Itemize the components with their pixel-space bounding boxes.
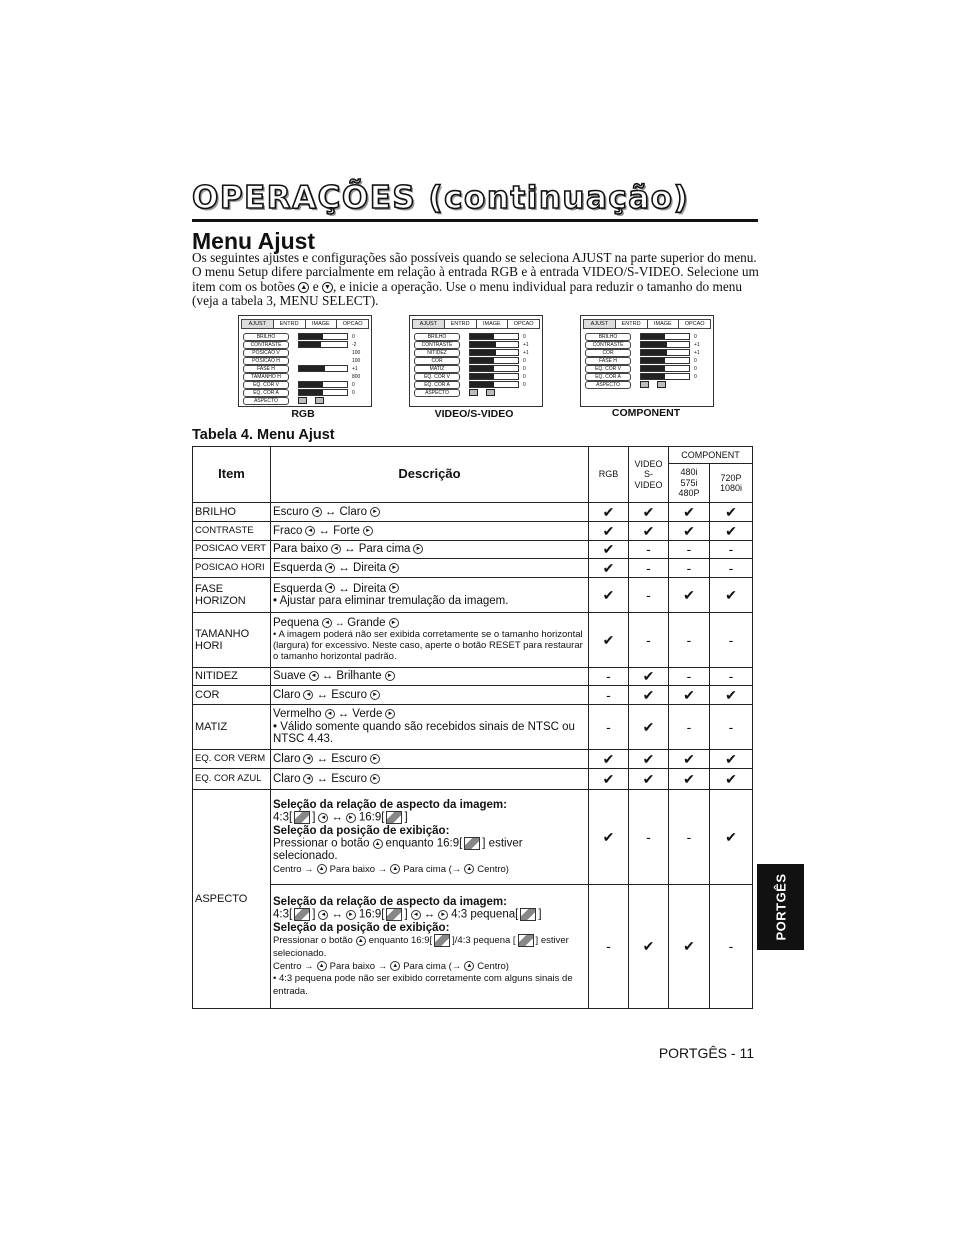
- left-button-icon: ◄: [309, 671, 319, 681]
- osd-row-label: CONTRASTE: [243, 341, 289, 349]
- left-button-icon: ◄: [325, 563, 335, 573]
- osd-row-label: TAMANHO H: [243, 373, 289, 381]
- check-mark: ✔: [629, 750, 669, 769]
- osd-row-value: -2: [352, 341, 357, 348]
- osd-tab: OPCAO: [342, 321, 363, 327]
- check-mark: ✔: [589, 769, 629, 790]
- item-brilho: BRILHO: [193, 503, 271, 522]
- desc-aspecto-video: Seleção da relação de aspecto da imagem: 4:3[ ] ◄ ↔ ► 16:9[ ] ◄ ↔ ► 4:3 pequena[ ] Seleção da posição de exibição: Pressionar o botão ▲ enquanto 16:9[ ]/4:3 pequena [ ] estiver selecionado. Centro → ▲ Para baixo → ▲ Para cima (→ ▲ Centro) • 4:3 pequena pode não ser exibido corretamente com alguns sinais de entrada.: [271, 885, 589, 1009]
- desc-matiz: Vermelho ◄ ↔ Verde ► • Válido somente quando são recebidos sinais de NTSC ou NTSC 4.43.: [271, 705, 589, 750]
- osd-menu-row: [243, 333, 355, 340]
- dash-mark: -: [629, 613, 669, 668]
- osd-row-label: BRILHO: [414, 333, 460, 341]
- desc-fase-horizon: Esquerda ◄ ↔ Direita ► • Ajustar para eliminar tremulação da imagem.: [271, 578, 589, 613]
- desc-eq-cor-verm: Claro ◄ ↔ Escuro ►: [271, 750, 589, 769]
- desc-contraste: Fraco ◄ ↔ Forte ►: [271, 522, 589, 541]
- page-title: OPERAÇÕES (continuação): [192, 180, 690, 216]
- aspect-169-icon: [386, 908, 402, 921]
- osd-level-fill: [470, 374, 494, 379]
- osd-level-fill: [641, 366, 665, 371]
- right-button-icon: ►: [370, 754, 380, 764]
- osd-tab: AJUST: [584, 320, 616, 328]
- check-mark: ✔: [629, 885, 669, 1009]
- check-mark: ✔: [669, 578, 710, 613]
- header-video: VIDEO S-VIDEO: [629, 447, 669, 503]
- right-button-icon: ►: [438, 910, 448, 920]
- osd-menu-row: [414, 381, 526, 388]
- header-component: COMPONENT: [669, 447, 753, 464]
- osd-row-value: 0: [523, 333, 526, 340]
- item-eq-cor-azul: EQ. COR AZUL: [193, 769, 271, 790]
- check-mark: ✔: [589, 750, 629, 769]
- osd-level-bar: [469, 341, 519, 348]
- osd-menu-row: [243, 365, 358, 372]
- osd-row-label: EQ. COR V: [243, 381, 289, 389]
- osd-row-label: EQ. COR A: [243, 389, 289, 397]
- desc-aspecto-component: Seleção da relação de aspecto da imagem: 4:3[ ] ◄ ↔ ► 16:9[ ] Seleção da posição de exibição: Pressionar o botão ▲ enquanto 16:9[ ] estiver selecionado. Centro → ▲ Para baixo → ▲ Para cima (→ ▲ Centro): [271, 790, 589, 885]
- osd-menu-row: [585, 333, 697, 340]
- osd-menu-2: [409, 315, 543, 407]
- osd-row-value: 0: [694, 365, 697, 372]
- osd-menu-1: [238, 315, 372, 407]
- up-button-icon: ▲: [464, 864, 474, 874]
- up-button-icon: ▲: [298, 282, 309, 293]
- osd-level-fill: [299, 366, 325, 371]
- right-button-icon: ►: [389, 563, 399, 573]
- osd-row-value: +1: [694, 349, 700, 356]
- dash-mark: -: [710, 613, 753, 668]
- dash-mark: -: [669, 613, 710, 668]
- dash-mark: -: [589, 885, 629, 1009]
- osd-row-label: EQ. COR A: [585, 373, 631, 381]
- check-mark: ✔: [629, 668, 669, 686]
- down-button-icon: ▼: [322, 282, 333, 293]
- aspect-169-icon: [434, 934, 450, 947]
- osd-level-bar: [469, 349, 519, 356]
- left-button-icon: ◄: [303, 754, 313, 764]
- osd-menu-row: [414, 333, 526, 340]
- osd-row-label: NITIDEZ: [414, 349, 460, 357]
- osd-row-label: CONTRASTE: [585, 341, 631, 349]
- up-button-icon: ▲: [317, 864, 327, 874]
- right-button-icon: ►: [389, 618, 399, 628]
- item-aspecto: ASPECTO: [193, 790, 271, 1009]
- osd-menu-tabs: [583, 319, 711, 329]
- osd-menu-row: [585, 373, 697, 380]
- left-button-icon: ◄: [331, 544, 341, 554]
- item-contraste: CONTRASTE: [193, 522, 271, 541]
- check-mark: ✔: [710, 503, 753, 522]
- aspect-ratio-icon: [640, 381, 649, 388]
- dash-mark: -: [710, 705, 753, 750]
- osd-level-fill: [641, 358, 665, 363]
- osd-level-fill: [470, 334, 494, 339]
- item-posicao-vert: POSICAO VERT: [193, 541, 271, 559]
- osd-level-bar: [298, 365, 348, 372]
- osd-menu-row: [414, 357, 526, 364]
- osd-row-value: 0: [523, 381, 526, 388]
- table-row: [193, 885, 753, 1009]
- osd-row-value: 0: [694, 373, 697, 380]
- menu-ajust-table: [192, 446, 753, 1009]
- aspect-ratio-icon: [657, 381, 666, 388]
- check-mark: ✔: [669, 522, 710, 541]
- osd-level-bar: [469, 333, 519, 340]
- osd-tab: OPCAO: [684, 321, 705, 327]
- dash-mark: -: [669, 668, 710, 686]
- item-eq-cor-verm: EQ. COR VERM: [193, 750, 271, 769]
- right-button-icon: ►: [370, 690, 380, 700]
- item-nitidez: NITIDEZ: [193, 668, 271, 686]
- osd-menu-row: [243, 341, 356, 348]
- osd-level-bar: [298, 357, 348, 364]
- osd-level-fill: [299, 342, 321, 347]
- dash-mark: -: [710, 668, 753, 686]
- osd-row-value: 0: [694, 333, 697, 340]
- aspect-icons: [298, 397, 324, 404]
- right-button-icon: ►: [346, 910, 356, 920]
- osd-tab: ENTRD: [445, 320, 477, 328]
- table-row: [193, 503, 753, 522]
- aspect-43-small-icon: [518, 934, 534, 947]
- osd-menu-row: [243, 381, 355, 388]
- osd-level-bar: [298, 349, 348, 356]
- osd-level-bar: [298, 333, 348, 340]
- osd-menu-row: [585, 365, 697, 372]
- osd-row-label: POSICAO H: [243, 357, 289, 365]
- check-mark: ✔: [589, 503, 629, 522]
- desc-cor: Claro ◄ ↔ Escuro ►: [271, 686, 589, 705]
- osd-menu-row: [243, 373, 360, 380]
- desc-nitidez: Suave ◄ ↔ Brilhante ►: [271, 668, 589, 686]
- check-mark: ✔: [710, 686, 753, 705]
- check-mark: ✔: [669, 885, 710, 1009]
- aspect-ratio-icon: [486, 389, 495, 396]
- right-button-icon: ►: [389, 583, 399, 593]
- table-row: [193, 541, 753, 559]
- osd-row-value: 100: [352, 357, 361, 364]
- aspect-ratio-icon: [315, 397, 324, 404]
- osd-row-value: 0: [523, 365, 526, 372]
- dash-mark: -: [589, 705, 629, 750]
- osd-row-label: ASPECTO: [243, 397, 289, 405]
- dash-mark: -: [710, 559, 753, 578]
- header-rgb: RGB: [589, 447, 629, 503]
- osd-level-fill: [641, 350, 667, 355]
- osd-row-value: +1: [523, 349, 529, 356]
- item-matiz: MATIZ: [193, 705, 271, 750]
- check-mark: ✔: [710, 750, 753, 769]
- osd-row-label: COR: [585, 349, 631, 357]
- osd-menu-row: [585, 381, 666, 388]
- osd-row-value: 0: [523, 373, 526, 380]
- dash-mark: -: [669, 541, 710, 559]
- desc-posicao-hori: Esquerda ◄ ↔ Direita ►: [271, 559, 589, 578]
- header-component-720: 720P 1080i: [710, 464, 753, 503]
- check-mark: ✔: [589, 578, 629, 613]
- osd-level-bar: [298, 381, 348, 388]
- check-mark: ✔: [669, 503, 710, 522]
- osd-row-label: EQ. COR V: [585, 365, 631, 373]
- right-button-icon: ►: [385, 709, 395, 719]
- osd-row-value: +1: [523, 341, 529, 348]
- osd-row-value: 100: [352, 349, 361, 356]
- osd-menu-caption: VIDEO/S-VIDEO: [434, 408, 514, 420]
- osd-level-fill: [641, 334, 665, 339]
- item-posicao-hori: POSICAO HORI: [193, 559, 271, 578]
- aspect-169-icon: [464, 837, 480, 850]
- osd-row-label: FASE H: [585, 357, 631, 365]
- osd-level-bar: [640, 373, 690, 380]
- osd-level-bar: [298, 373, 348, 380]
- osd-menu-tabs: [241, 319, 369, 329]
- check-mark: ✔: [589, 613, 629, 668]
- check-mark: ✔: [669, 750, 710, 769]
- osd-level-fill: [299, 334, 323, 339]
- check-mark: ✔: [629, 705, 669, 750]
- aspect-ratio-icon: [469, 389, 478, 396]
- osd-tab: IMAGE: [306, 320, 338, 328]
- desc-brilho: Escuro ◄ ↔ Claro ►: [271, 503, 589, 522]
- right-button-icon: ►: [346, 813, 356, 823]
- table-row: [193, 559, 753, 578]
- osd-row-value: 0: [352, 389, 355, 396]
- header-item: Item: [193, 447, 271, 503]
- osd-level-bar: [298, 341, 348, 348]
- dash-mark: -: [710, 885, 753, 1009]
- osd-level-fill: [641, 342, 667, 347]
- up-button-icon: ▲: [390, 864, 400, 874]
- up-button-icon: ▲: [390, 961, 400, 971]
- up-button-icon: ▲: [373, 839, 383, 849]
- aspect-ratio-icon: [298, 397, 307, 404]
- osd-row-label: BRILHO: [585, 333, 631, 341]
- osd-menu-caption: COMPONENT: [611, 407, 681, 419]
- osd-row-value: 800: [352, 373, 361, 380]
- left-button-icon: ◄: [312, 507, 322, 517]
- osd-level-bar: [469, 373, 519, 380]
- up-button-icon: ▲: [464, 961, 474, 971]
- item-tamanho-hori: TAMANHO HORI: [193, 613, 271, 668]
- aspect-icons: [640, 381, 666, 388]
- left-button-icon: ◄: [318, 910, 328, 920]
- check-mark: ✔: [629, 522, 669, 541]
- table-row: [193, 668, 753, 686]
- check-mark: ✔: [589, 522, 629, 541]
- aspect-icons: [469, 389, 495, 396]
- intro-text-2: , e inicie a operação. Use o menu individual para reduzir o tamanho do menu (veja a tabela 3, MENU SELECT).: [192, 278, 743, 309]
- osd-row-value: +1: [694, 341, 700, 348]
- osd-row-label: EQ. COR V: [414, 373, 460, 381]
- osd-row-label: COR: [414, 357, 460, 365]
- page-footer: PORTGÊS - 11: [658, 1045, 754, 1061]
- left-button-icon: ◄: [318, 813, 328, 823]
- aspect-43-icon: [294, 811, 310, 824]
- osd-level-fill: [299, 390, 323, 395]
- osd-tab: ENTRD: [616, 320, 648, 328]
- right-button-icon: ►: [370, 774, 380, 784]
- table-row: [193, 750, 753, 769]
- osd-level-fill: [470, 342, 496, 347]
- header-description: Descrição: [271, 447, 589, 503]
- dash-mark: -: [669, 705, 710, 750]
- osd-level-bar: [640, 333, 690, 340]
- desc-tamanho-hori: Pequena ◄ ↔ Grande ► • A imagem poderá não ser exibida corretamente se o tamanho horizontal (largura) for excessivo. Neste caso, aperte o botão RESET para restaurar o tamanho horizontal padrão.: [271, 613, 589, 668]
- side-tab-label: PORTGÊS: [773, 873, 788, 941]
- check-mark: ✔: [710, 578, 753, 613]
- dash-mark: -: [669, 790, 710, 885]
- item-fase-horizon: FASE HORIZON: [193, 578, 271, 613]
- osd-menu-3: [580, 315, 714, 407]
- osd-tab: IMAGE: [477, 320, 509, 328]
- left-button-icon: ◄: [303, 690, 313, 700]
- osd-menu-row: [585, 349, 700, 356]
- intro-text-1: Os seguintes ajustes e configurações são possíveis quando se seleciona AJUST na parte superior do menu. O menu Setup difere parcialmente em relação à entrada RGB e à entrada VIDEO/S-VIDEO. Selecione um item com os botões: [192, 250, 759, 294]
- dash-mark: -: [589, 686, 629, 705]
- title-rule: [192, 219, 758, 222]
- table-row: [193, 522, 753, 541]
- osd-menu-row: [414, 349, 529, 356]
- table-row: [193, 613, 753, 668]
- check-mark: ✔: [710, 522, 753, 541]
- left-button-icon: ◄: [325, 583, 335, 593]
- table-caption: Tabela 4. Menu Ajust: [192, 427, 335, 443]
- up-button-icon: ▲: [356, 936, 366, 946]
- osd-level-fill: [641, 374, 665, 379]
- check-mark: ✔: [669, 686, 710, 705]
- check-mark: ✔: [589, 559, 629, 578]
- dash-mark: -: [669, 559, 710, 578]
- osd-level-bar: [298, 389, 348, 396]
- osd-level-bar: [469, 357, 519, 364]
- osd-tab: ENTRD: [274, 320, 306, 328]
- table-row: [193, 705, 753, 750]
- check-mark: ✔: [629, 503, 669, 522]
- check-mark: ✔: [629, 769, 669, 790]
- check-mark: ✔: [589, 790, 629, 885]
- aspect-169-icon: [386, 811, 402, 824]
- dash-mark: -: [629, 790, 669, 885]
- right-button-icon: ►: [413, 544, 423, 554]
- osd-tab: OPCAO: [513, 321, 534, 327]
- osd-menu-row: [243, 349, 360, 356]
- check-mark: ✔: [629, 686, 669, 705]
- osd-menu-row: [414, 365, 526, 372]
- osd-menu-row: [243, 397, 324, 404]
- osd-row-label: FASE H: [243, 365, 289, 373]
- osd-level-bar: [640, 365, 690, 372]
- up-button-icon: ▲: [317, 961, 327, 971]
- osd-level-bar: [469, 381, 519, 388]
- left-button-icon: ◄: [305, 526, 315, 536]
- osd-menu-caption: RGB: [291, 408, 315, 420]
- table-row: [193, 686, 753, 705]
- osd-tab: IMAGE: [648, 320, 680, 328]
- osd-menu-row: [243, 357, 360, 364]
- osd-level-bar: [640, 349, 690, 356]
- aspect-43-small-icon: [520, 908, 536, 921]
- check-mark: ✔: [669, 769, 710, 790]
- check-mark: ✔: [710, 790, 753, 885]
- header-component-480: 480i 575i 480P: [669, 464, 710, 503]
- osd-row-label: ASPECTO: [414, 389, 460, 397]
- aspect-43-icon: [294, 908, 310, 921]
- right-button-icon: ►: [385, 671, 395, 681]
- osd-row-label: ASPECTO: [585, 381, 631, 389]
- section-title: Menu Ajust: [192, 228, 316, 254]
- osd-row-value: 0: [352, 333, 355, 340]
- osd-level-bar: [640, 357, 690, 364]
- intro-and: e: [312, 278, 319, 294]
- osd-level-bar: [469, 365, 519, 372]
- osd-row-label: CONTRASTE: [414, 341, 460, 349]
- osd-tab: AJUST: [242, 320, 274, 328]
- dash-mark: -: [589, 668, 629, 686]
- table-row: [193, 578, 753, 613]
- language-side-tab: [757, 864, 804, 950]
- osd-row-value: 0: [352, 381, 355, 388]
- dash-mark: -: [629, 541, 669, 559]
- dash-mark: -: [629, 578, 669, 613]
- dash-mark: -: [710, 541, 753, 559]
- intro-paragraph: [192, 251, 760, 309]
- osd-menu-row: [243, 389, 355, 396]
- osd-row-label: MATIZ: [414, 365, 460, 373]
- osd-menu-row: [585, 357, 697, 364]
- dash-mark: -: [629, 559, 669, 578]
- left-button-icon: ◄: [325, 709, 335, 719]
- osd-tab: AJUST: [413, 320, 445, 328]
- desc-posicao-vert: Para baixo ◄ ↔ Para cima ►: [271, 541, 589, 559]
- osd-level-fill: [470, 350, 496, 355]
- item-cor: COR: [193, 686, 271, 705]
- right-button-icon: ►: [370, 507, 380, 517]
- table-header-row: [193, 447, 753, 464]
- osd-menu-tabs: [412, 319, 540, 329]
- left-button-icon: ◄: [303, 774, 313, 784]
- osd-menu-row: [414, 389, 495, 396]
- osd-level-fill: [470, 382, 494, 387]
- table-row: [193, 769, 753, 790]
- osd-row-value: +1: [352, 365, 358, 372]
- osd-menu-row: [414, 373, 526, 380]
- check-mark: ✔: [589, 541, 629, 559]
- check-mark: ✔: [710, 769, 753, 790]
- osd-menu-row: [585, 341, 700, 348]
- osd-row-label: BRILHO: [243, 333, 289, 341]
- left-button-icon: ◄: [322, 618, 332, 628]
- osd-row-value: 0: [694, 357, 697, 364]
- osd-row-value: 0: [523, 357, 526, 364]
- osd-level-fill: [470, 366, 494, 371]
- osd-level-fill: [299, 382, 323, 387]
- osd-row-label: EQ. COR A: [414, 381, 460, 389]
- osd-menu-row: [414, 341, 529, 348]
- left-button-icon: ◄: [411, 910, 421, 920]
- osd-row-label: POSICAO V: [243, 349, 289, 357]
- osd-level-fill: [470, 358, 494, 363]
- right-button-icon: ►: [363, 526, 373, 536]
- osd-level-bar: [640, 341, 690, 348]
- desc-eq-cor-azul: Claro ◄ ↔ Escuro ►: [271, 769, 589, 790]
- table-row: [193, 790, 753, 885]
